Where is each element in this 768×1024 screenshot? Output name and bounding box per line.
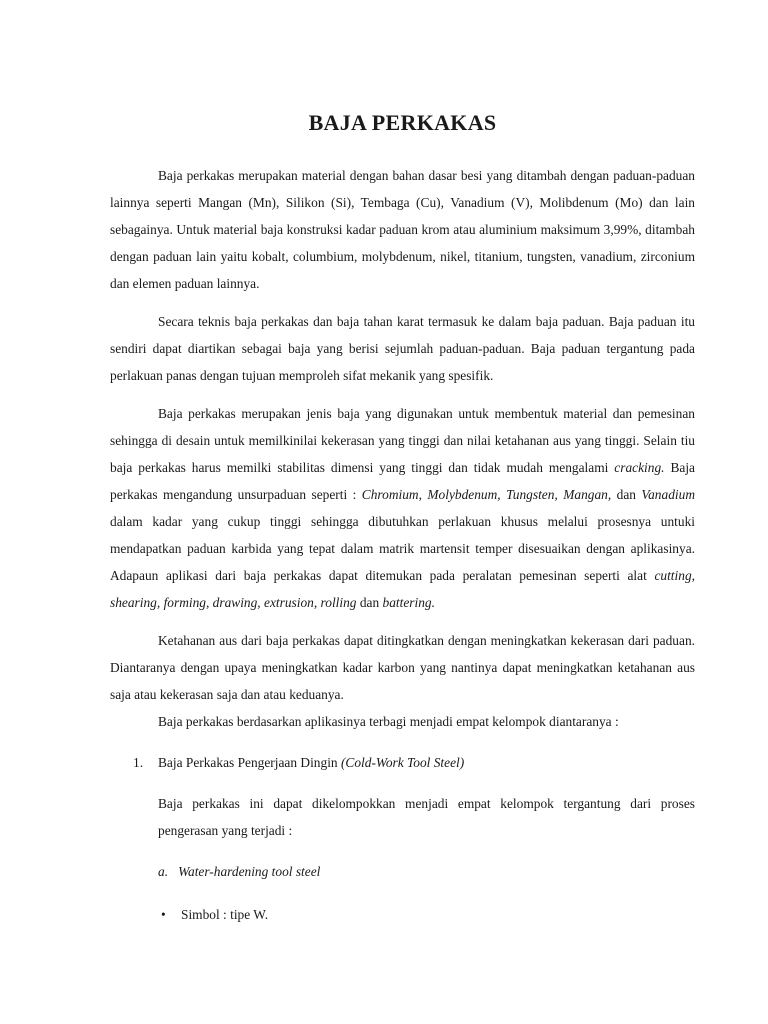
bullet-item: • Simbol : tipe W. xyxy=(181,901,695,928)
document-body xyxy=(110,162,695,928)
paragraph-5: Baja perkakas berdasarkan aplikasinya terbagi menjadi empat kelompok diantaranya : xyxy=(158,714,619,729)
paragraph-1: Baja perkakas merupakan material dengan bahan dasar besi yang ditambah dengan paduan-paduan lainnya seperti Mangan (Mn), Silikon (Si), Tembaga (Cu), Vanadium (V), Molibdenum (Mo) dan lain sebagainya. Untuk material baja konstruksi kadar paduan krom atau aluminium maksimum 3,99%, ditambah dengan paduan lain yaitu kobalt, columbium, molybdenum, nikel, titanium, tungsten, vanadium, zirconium dan elemen paduan lainnya. xyxy=(110,168,695,291)
list-item-description: Baja perkakas ini dapat dikelompokkan menjadi empat kelompok tergantung dari proses pengerasan yang terjadi : xyxy=(158,796,695,838)
list-item: 1. Baja Perkakas Pengerjaan Dingin (Cold-Work Tool Steel) xyxy=(110,749,695,776)
paragraph-2: Secara teknis baja perkakas dan baja tahan karat termasuk ke dalam baja paduan. Baja paduan itu sendiri dapat diartikan sebagai baja yang berisi sejumlah paduan-paduan. Baja paduan tergantung pada perlakuan panas dengan tujuan memproleh sifat mekanik yang spesifik. xyxy=(110,314,695,383)
paragraph-3: Baja perkakas merupakan jenis baja yang digunakan untuk membentuk material dan pemesinan sehingga di desain untuk memilkinilai kekerasan yang tinggi dan nilai ketahanan aus yang tinggi. Selain tiu baja perkakas harus memilki stabilitas dimensi yang tinggi dan tidak mudah mengalami cracking. Baja perkakas mengandung unsurpaduan seperti : Chromium, Molybdenum, Tungsten, Mangan, dan Vanadium dalam kadar yang cukup tinggi sehingga dibutuhkan perlakuan khusus melalui prosesnya untuki mendapatkan paduan karbida yang tepat dalam matrik martensit temper disesuaikan dengan aplikasinya. Adapaun aplikasi dari baja perkakas dapat ditemukan pada peralatan pemesinan seperti alat cutting, shearing, forming, drawing, extrusion, rolling dan battering. xyxy=(110,406,695,610)
paragraph-4: Ketahanan aus dari baja perkakas dapat ditingkatkan dengan meningkatkan kekerasan dari paduan. Diantaranya dengan upaya meningkatkan kadar karbon yang nantinya dapat meningkatkan ketahanan aus saja atau kekerasan saja dan atau keduanya. xyxy=(110,633,695,702)
list-number: 1. xyxy=(133,755,144,770)
sub-heading-a: a. Water-hardening tool steel xyxy=(158,864,321,879)
page-title: BAJA PERKAKAS xyxy=(308,110,497,135)
